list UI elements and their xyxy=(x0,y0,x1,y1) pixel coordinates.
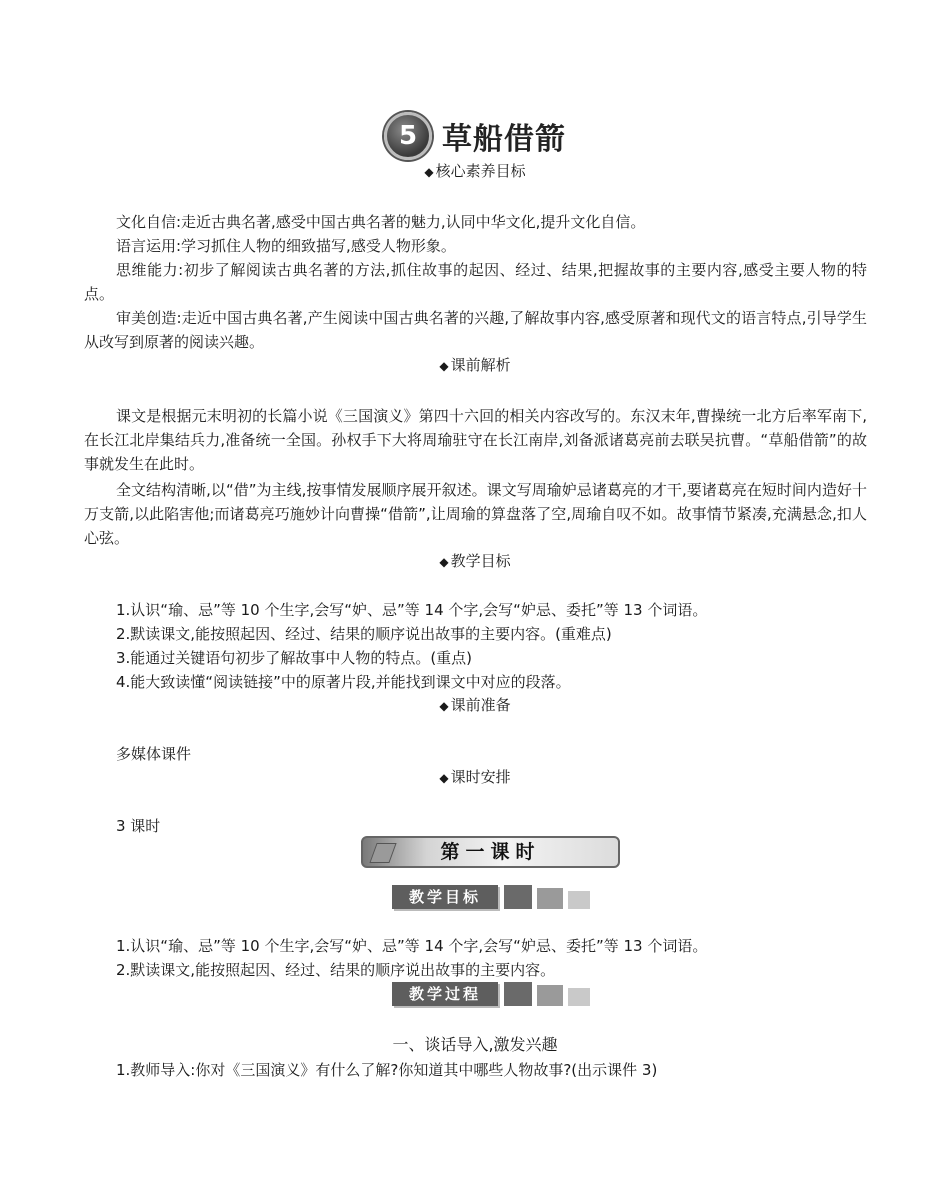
teaching-goals-tag xyxy=(392,885,592,909)
core-goal-paragraph: 语言运用:学习抓住人物的细致描写,感受人物形象。 xyxy=(116,237,456,255)
diamond-icon: ◆ xyxy=(424,165,434,179)
section-heading-teaching-goals: ◆ 教学目标 xyxy=(439,552,511,570)
teaching-goal-item: 1.认识“瑜、忌”等 10 个生字,会写“妒、忌”等 14 个字,会写“妒忌、委托”等 13 个词语。 xyxy=(116,601,708,619)
teaching-goal-item: 2.默读课文,能按照起因、经过、结果的顺序说出故事的主要内容。(重难点) xyxy=(116,625,612,643)
tag-square-decoration xyxy=(504,982,532,1006)
lesson-goal-item: 1.认识“瑜、忌”等 10 个生字,会写“妒、忌”等 14 个字,会写“妒忌、委托”等 13 个词语。 xyxy=(116,937,708,955)
section-heading-pre-analysis: ◆ 课前解析 xyxy=(439,356,511,374)
tag-label: 教学过程 xyxy=(392,982,498,1006)
section-heading-core-goals: ◆ 核心素养目标 xyxy=(424,162,526,180)
teaching-goal-item: 4.能大致读懂“阅读链接”中的原著片段,并能找到课文中对应的段落。 xyxy=(116,673,571,691)
core-goal-paragraph: 审美创造:走近中国古典名著,产生阅读中国古典名著的兴趣,了解故事内容,感受原著和现代文的语言特点,引导学生从改写到原著的阅读兴趣。 xyxy=(84,309,867,351)
lesson-title xyxy=(0,112,950,160)
section-heading-preparation: ◆ 课前准备 xyxy=(439,696,511,714)
tag-square-decoration xyxy=(537,888,563,909)
lesson-goal-item: 2.默读课文,能按照起因、经过、结果的顺序说出故事的主要内容。 xyxy=(116,961,556,979)
diamond-icon: ◆ xyxy=(439,699,449,713)
diamond-icon: ◆ xyxy=(439,555,449,569)
lesson-one-banner: 第一课时 xyxy=(361,836,620,868)
diamond-icon: ◆ xyxy=(439,771,449,785)
preparation-text: 多媒体课件 xyxy=(116,745,192,763)
tag-square-decoration xyxy=(568,891,590,909)
step-one-heading: 一、谈话导入,激发兴趣 xyxy=(392,1035,558,1054)
diamond-icon: ◆ xyxy=(439,359,449,373)
section-heading-schedule: ◆ 课时安排 xyxy=(439,768,511,786)
teaching-goal-item: 3.能通过关键语句初步了解故事中人物的特点。(重点) xyxy=(116,649,473,667)
tag-label: 教学目标 xyxy=(392,885,498,909)
step-one-text: 1.教师导入:你对《三国演义》有什么了解?你知道其中哪些人物故事?(出示课件 3) xyxy=(116,1061,658,1079)
analysis-paragraph: 全文结构清晰,以“借”为主线,按事情发展顺序展开叙述。课文写周瑜妒忌诸葛亮的才干,要诸葛亮在短时间内造好十万支箭,以此陷害他;而诸葛亮巧施妙计向曹操“借箭”,让周瑜的算盘落了空,周瑜自叹不如。故事情节紧凑,充满悬念,扣人心弦。 xyxy=(84,481,867,547)
tag-square-decoration xyxy=(537,985,563,1006)
lesson-number-badge: 5 xyxy=(384,112,432,160)
analysis-paragraph: 课文是根据元末明初的长篇小说《三国演义》第四十六回的相关内容改写的。东汉末年,曹操统一北方后率军南下,在长江北岸集结兵力,准备统一全国。孙权手下大将周瑜驻守在长江南岸,刘备派诸葛亮前去联吴抗曹。“草船借箭”的故事就发生在此时。 xyxy=(84,407,867,473)
teaching-process-tag xyxy=(392,982,592,1006)
core-goal-paragraph: 文化自信:走近古典名著,感受中国古典名著的魅力,认同中华文化,提升文化自信。 xyxy=(116,213,646,231)
tag-square-decoration xyxy=(568,988,590,1006)
page-title: 草船借箭 xyxy=(442,122,566,157)
core-goal-paragraph: 思维能力:初步了解阅读古典名著的方法,抓住故事的起因、经过、结果,把握故事的主要内容,感受主要人物的特点。 xyxy=(84,261,867,303)
tag-square-decoration xyxy=(504,885,532,909)
cube-decoration-icon xyxy=(369,843,396,863)
schedule-text: 3 课时 xyxy=(116,817,161,835)
